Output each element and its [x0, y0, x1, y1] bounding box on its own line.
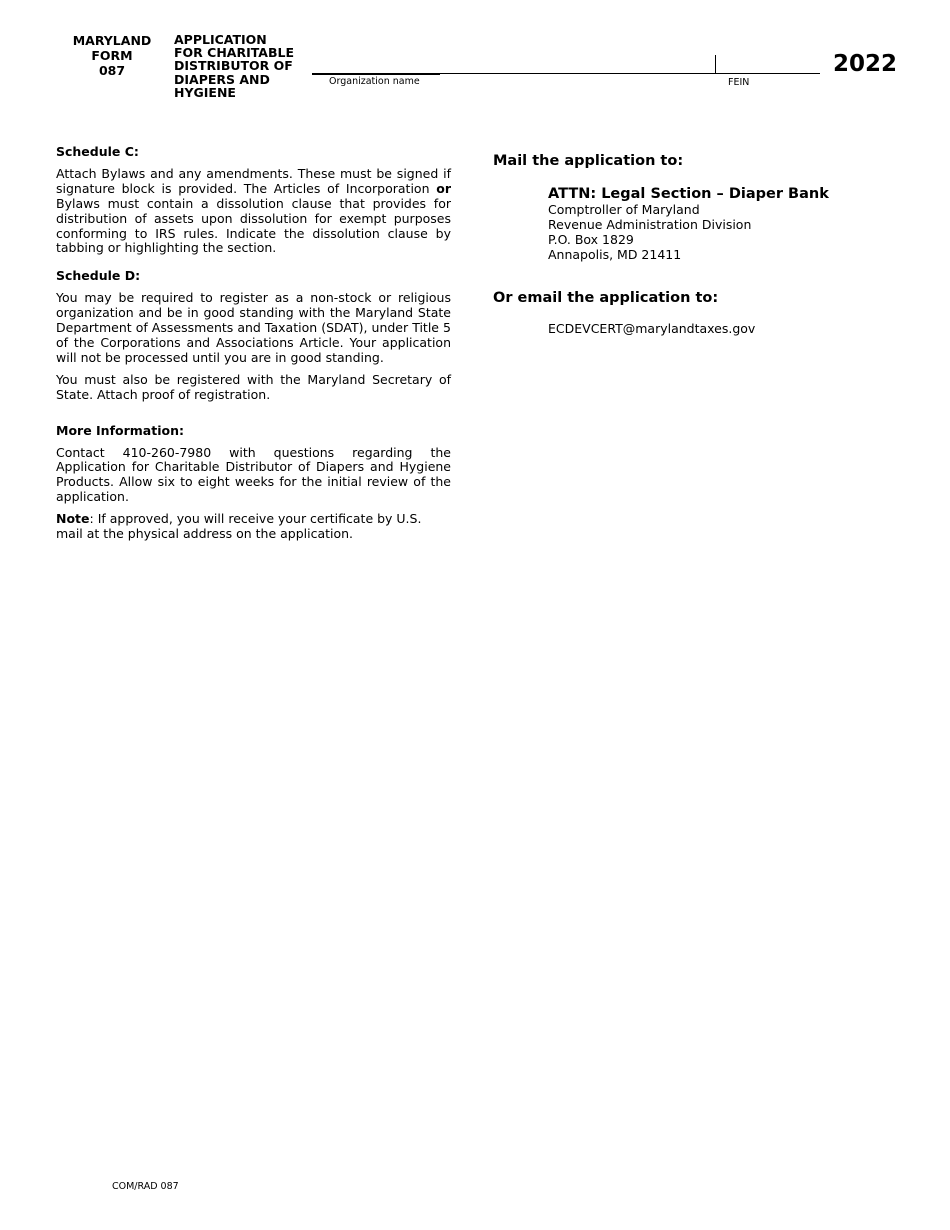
note-label: Note [56, 511, 90, 527]
form-title-line: DISTRIBUTOR OF [174, 58, 293, 74]
schedule-c-text [56, 167, 451, 256]
note-text: : If approved, you will receive your certificate by U.S. mail at the physical address on the application. [56, 511, 422, 542]
email-heading: Or email the application to: [493, 290, 719, 306]
address-line: P.O. Box 1829 [548, 231, 634, 247]
schedule-d-paragraph-2: You must also be registered with the Maryland Secretary of State. Attach proof of registration. [56, 371, 451, 402]
email-address-link[interactable]: ECDEVCERT@marylandtaxes.gov [548, 321, 756, 336]
address-line: Revenue Administration Division [548, 216, 752, 232]
more-info-paragraph: Contact 410-260-7980 with questions regarding the Application for Charitable Distributor of Diapers and Hygiene Products. Allow six to eight weeks for the initial review of the application. [56, 444, 451, 505]
schedule-d-heading: Schedule D: [56, 268, 141, 284]
organization-name-label: Organization name [329, 76, 420, 87]
fein-field-divider [715, 55, 716, 74]
note-paragraph [56, 512, 431, 542]
mailing-address [548, 185, 829, 263]
form-title-line: DIAPERS AND [174, 71, 270, 87]
schedule-c-text-bold: or [436, 180, 451, 196]
instructions-column [56, 145, 451, 549]
form-title-line: FOR CHARITABLE [174, 45, 294, 61]
form-year: 2022 [833, 51, 898, 77]
address-attn: ATTN: Legal Section – Diaper Bank [548, 186, 829, 202]
form-title-line: APPLICATION [174, 32, 267, 47]
address-line: Comptroller of Maryland [548, 202, 700, 217]
more-info-heading: More Information: [56, 422, 184, 438]
form-id-form: FORM [91, 48, 133, 63]
form-title-line: HYGIENE [174, 84, 236, 100]
mail-heading: Mail the application to: [493, 153, 684, 169]
schedule-d-paragraph-1: You may be required to register as a non-stock or religious organization and be in good standing with the Maryland State Department of Assessments and Taxation (SDAT), under Title 5 of the Corporations and Associations Article. Your application will not be processed until you are in good standing. [56, 290, 451, 365]
organization-name-underline [312, 73, 440, 75]
fein-label: FEIN [728, 77, 750, 88]
form-title [174, 33, 309, 99]
schedule-c-text-part2: Bylaws must contain a dissolution clause that provides for distribution of assets upon dissolution for exempt purposes conforming to IRS rules. Indicate the dissolution clause by tabbing or highlighting the section. [56, 195, 451, 256]
form-id-number: 087 [98, 63, 126, 78]
schedule-c-text-part1: Attach Bylaws and any amendments. These must be signed if signature block is provided. The Articles of Incorporation [56, 165, 451, 196]
form-identifier [62, 33, 162, 78]
schedule-c-heading: Schedule C: [56, 144, 139, 159]
form-id-state: MARYLAND [72, 33, 152, 48]
address-line: Annapolis, MD 21411 [548, 246, 682, 262]
form-code-footer: COM/RAD 087 [112, 1181, 179, 1192]
